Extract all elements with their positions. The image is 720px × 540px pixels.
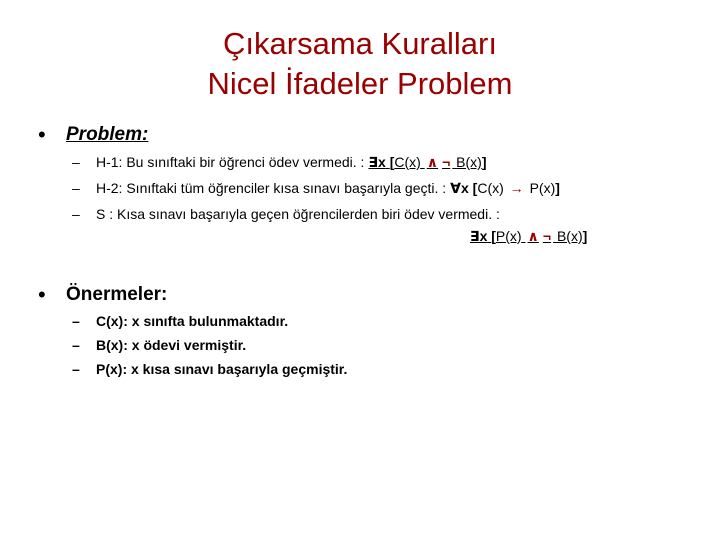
and-operator: ∧ [527,228,539,244]
definition-c [72,313,288,329]
term-b: B(x) [556,228,583,244]
hypothesis-2-text: H-2: Sınıftaki tüm öğrenciler kısa sınavı başarıyla geçti. : [96,180,447,196]
title-line-2: Nicel İfadeler Problem [207,66,513,101]
bracket-close: ] [582,228,588,244]
definition-p [72,361,347,377]
hypothesis-1-formula [368,154,486,171]
dash: – [72,206,80,222]
exists-symbol: ∃x [470,228,488,244]
onermeler-heading: Önermeler: [66,284,168,305]
definition-b [72,337,246,353]
hypothesis-1-text: H-1: Bu sınıftaki bir öğrenci ödev vermedi. : [96,154,365,170]
conclusion-formula [466,228,587,245]
term-a: C(x) [477,180,504,196]
bullet-problem: • [38,122,46,147]
implies-arrow-icon: → [509,180,524,196]
bracket-open: [ [472,180,478,196]
bracket-open: [ [491,228,496,244]
definition-c-text: C(x): x sınıfta bulunmaktadır. [96,313,289,329]
title-line-1: Çıkarsama Kuralları [223,26,497,61]
slide-title [0,24,720,104]
bullet-onermeler: • [38,282,46,307]
and-operator: ∧ [426,154,439,170]
term-a: P(x) [495,228,522,244]
conclusion [72,206,500,222]
definition-b-text: B(x): x ödevi vermiştir. [96,337,247,353]
dash: – [72,337,80,353]
not-operator: ¬ [442,154,451,170]
conclusion-formula-inner [470,228,587,244]
bracket-close: ] [481,154,487,170]
term-a: C(x) [394,154,421,170]
conclusion-text: S : Kısa sınavı başarıyla geçen öğrencilerden biri ödev vermedi. : [96,206,500,222]
problem-heading-text: Problem: [66,124,149,145]
hypothesis-2-formula [450,180,560,197]
bracket-close: ] [555,180,560,196]
bracket-open: [ [389,154,395,170]
dash: – [72,361,80,377]
exists-symbol: ∃x [368,154,386,170]
not-operator: ¬ [542,228,552,244]
term-b: B(x) [456,154,482,170]
dash: – [72,154,80,170]
forall-symbol: ∀x [450,180,469,196]
dash: – [72,313,80,329]
definition-p-text: P(x): x kısa sınavı başarıyla geçmiştir. [96,361,348,377]
hypothesis-2 [72,180,560,197]
problem-heading [66,124,148,146]
hypothesis-1 [72,154,487,171]
dash: – [72,180,80,196]
term-b: P(x) [529,180,556,196]
